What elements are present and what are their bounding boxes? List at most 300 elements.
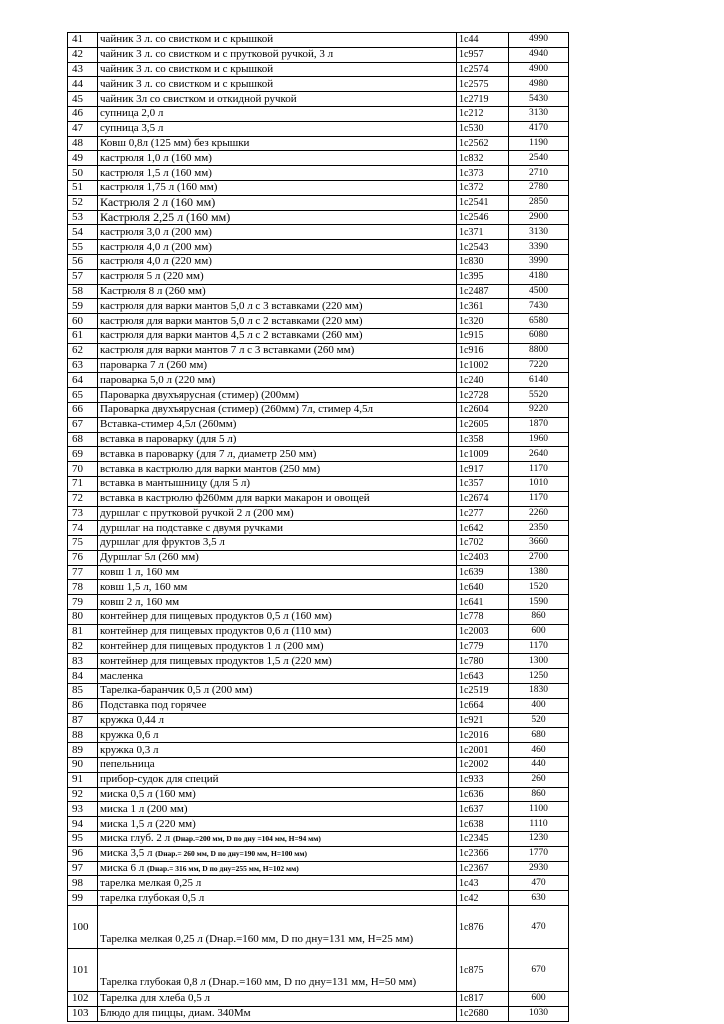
table-row [68, 92, 569, 107]
item-code: 1с2562 [457, 136, 509, 151]
item-code: 1с916 [457, 343, 509, 358]
item-name: Пароварка двухъярусная (стимер) (200мм) [98, 388, 457, 403]
item-code: 1с240 [457, 373, 509, 388]
item-price: 1170 [509, 491, 569, 506]
item-name: миска 1,5 л (220 мм) [98, 817, 457, 832]
row-number: 66 [68, 402, 98, 417]
item-name: Кастрюля 8 л (260 мм) [98, 284, 457, 299]
row-number: 94 [68, 817, 98, 832]
table-row [68, 491, 569, 506]
item-code: 1с702 [457, 536, 509, 551]
row-number: 61 [68, 328, 98, 343]
item-code: 1с830 [457, 254, 509, 269]
item-code: 1с2605 [457, 417, 509, 432]
row-number: 63 [68, 358, 98, 373]
item-name: ковш 1,5 л, 160 мм [98, 580, 457, 595]
item-code: 1с2403 [457, 550, 509, 565]
item-price: 1380 [509, 565, 569, 580]
item-price: 440 [509, 758, 569, 773]
item-name: Вставка-стимер 4,5л (260мм) [98, 417, 457, 432]
item-price: 1230 [509, 832, 569, 847]
row-number: 88 [68, 728, 98, 743]
item-code: 1с212 [457, 106, 509, 121]
item-name: кастрюля для варки мантов 5,0 л с 2 вставками (220 мм) [98, 314, 457, 329]
item-code: 1с778 [457, 610, 509, 625]
item-price: 400 [509, 698, 569, 713]
item-price: 4940 [509, 47, 569, 62]
item-name: Ковш 0,8л (125 мм) без крышки [98, 136, 457, 151]
item-price: 5520 [509, 388, 569, 403]
row-number: 92 [68, 787, 98, 802]
table-row [68, 684, 569, 699]
row-number: 69 [68, 447, 98, 462]
row-number: 79 [68, 595, 98, 610]
item-price: 1190 [509, 136, 569, 151]
item-name: масленка [98, 669, 457, 684]
item-price: 6580 [509, 314, 569, 329]
item-price: 470 [509, 906, 569, 949]
table-row [68, 669, 569, 684]
item-name: пароварка 7 л (260 мм) [98, 358, 457, 373]
item-dimensions: (Dнар.= 260 мм, D по дну=190 мм, H=100 мм) [155, 849, 307, 859]
item-code: 1с2574 [457, 62, 509, 77]
table-row [68, 432, 569, 447]
item-name: Тарелка для хлеба 0,5 л [98, 992, 457, 1007]
row-number: 96 [68, 846, 98, 861]
item-code: 1с373 [457, 166, 509, 181]
row-number: 91 [68, 772, 98, 787]
table-row [68, 269, 569, 284]
item-price: 8800 [509, 343, 569, 358]
item-code: 1с2519 [457, 684, 509, 699]
item-name: супница 2,0 л [98, 106, 457, 121]
item-price: 860 [509, 610, 569, 625]
item-code: 1с2674 [457, 491, 509, 506]
row-number: 70 [68, 462, 98, 477]
row-number: 48 [68, 136, 98, 151]
item-name: прибор-судок для специй [98, 772, 457, 787]
item-code: 1с957 [457, 47, 509, 62]
item-name: Кастрюля 2,25 л (160 мм) [98, 210, 457, 225]
row-number: 59 [68, 299, 98, 314]
item-code: 1с2543 [457, 240, 509, 255]
item-name: Подставка под горячее [98, 698, 457, 713]
item-code: 1с2604 [457, 402, 509, 417]
table-row [68, 536, 569, 551]
row-number: 82 [68, 639, 98, 654]
table-row [68, 728, 569, 743]
item-price: 1250 [509, 669, 569, 684]
item-code: 1с780 [457, 654, 509, 669]
item-name: ковш 2 л, 160 мм [98, 595, 457, 610]
table-row [68, 47, 569, 62]
item-code: 1с2680 [457, 1006, 509, 1021]
item-name: кастрюля для варки мантов 4,5 л с 2 вставками (260 мм) [98, 328, 457, 343]
item-price: 1300 [509, 654, 569, 669]
row-number: 78 [68, 580, 98, 595]
item-code: 1с357 [457, 476, 509, 491]
item-code: 1с640 [457, 580, 509, 595]
item-code: 1с1009 [457, 447, 509, 462]
item-name: кастрюля 1,75 л (160 мм) [98, 180, 457, 195]
table-row [68, 802, 569, 817]
row-number: 53 [68, 210, 98, 225]
item-code: 1с358 [457, 432, 509, 447]
item-name: дуршлаг на подставке с двумя ручками [98, 521, 457, 536]
item-price: 1830 [509, 684, 569, 699]
item-code: 1с42 [457, 891, 509, 906]
item-price: 1770 [509, 846, 569, 861]
table-row [68, 33, 569, 48]
table-row [68, 758, 569, 773]
table-row [68, 506, 569, 521]
item-name: пепельница [98, 758, 457, 773]
row-number: 62 [68, 343, 98, 358]
item-code: 1с642 [457, 521, 509, 536]
row-number: 85 [68, 684, 98, 699]
item-code: 1с530 [457, 121, 509, 136]
item-code: 1с875 [457, 949, 509, 992]
item-code: 1с2002 [457, 758, 509, 773]
item-code: 1с44 [457, 33, 509, 48]
table-row [68, 595, 569, 610]
item-name: контейнер для пищевых продуктов 0,6 л (110 мм) [98, 624, 457, 639]
item-price: 600 [509, 624, 569, 639]
table-row [68, 299, 569, 314]
item-code: 1с921 [457, 713, 509, 728]
row-number: 87 [68, 713, 98, 728]
item-price: 680 [509, 728, 569, 743]
table-row [68, 402, 569, 417]
item-name: дуршлаг для фруктов 3,5 л [98, 536, 457, 551]
table-row [68, 447, 569, 462]
row-number: 47 [68, 121, 98, 136]
item-code: 1с817 [457, 992, 509, 1007]
table-row [68, 906, 569, 949]
item-price: 1170 [509, 462, 569, 477]
item-price: 260 [509, 772, 569, 787]
item-code: 1с1002 [457, 358, 509, 373]
item-code: 1с361 [457, 299, 509, 314]
item-price: 600 [509, 992, 569, 1007]
item-name: Пароварка двухъярусная (стимер) (260мм) 7л, стимер 4,5л [98, 402, 457, 417]
item-code: 1с320 [457, 314, 509, 329]
item-code: 1с2003 [457, 624, 509, 639]
table-row [68, 77, 569, 92]
item-price: 2850 [509, 195, 569, 210]
row-number: 64 [68, 373, 98, 388]
item-price: 3390 [509, 240, 569, 255]
table-row [68, 624, 569, 639]
table-row [68, 698, 569, 713]
item-code: 1с43 [457, 876, 509, 891]
item-name: вставка в пароварку (для 7 л, диаметр 250 мм) [98, 447, 457, 462]
table-row [68, 328, 569, 343]
item-code: 1с915 [457, 328, 509, 343]
table-row [68, 521, 569, 536]
item-price: 3990 [509, 254, 569, 269]
item-price: 3660 [509, 536, 569, 551]
table-row [68, 180, 569, 195]
item-name-main: миска 3,5 л [100, 847, 156, 860]
item-code: 1с2575 [457, 77, 509, 92]
item-code: 1с2728 [457, 388, 509, 403]
item-price: 3130 [509, 106, 569, 121]
item-name: кастрюля 5 л (220 мм) [98, 269, 457, 284]
row-number: 57 [68, 269, 98, 284]
item-name: кастрюля 4,0 л (200 мм) [98, 240, 457, 255]
item-price: 4980 [509, 77, 569, 92]
item-name: тарелка глубокая 0,5 л [98, 891, 457, 906]
table-row [68, 462, 569, 477]
item-price: 9220 [509, 402, 569, 417]
row-number: 77 [68, 565, 98, 580]
table-row [68, 210, 569, 225]
item-price: 6080 [509, 328, 569, 343]
item-price: 4990 [509, 33, 569, 48]
table-row [68, 787, 569, 802]
table-row [68, 284, 569, 299]
table-row [68, 62, 569, 77]
item-code: 1с371 [457, 225, 509, 240]
item-code: 1с636 [457, 787, 509, 802]
item-code: 1с2541 [457, 195, 509, 210]
item-code: 1с643 [457, 669, 509, 684]
item-code: 1с664 [457, 698, 509, 713]
row-number: 43 [68, 62, 98, 77]
item-code: 1с876 [457, 906, 509, 949]
row-number: 67 [68, 417, 98, 432]
row-number: 101 [68, 949, 98, 992]
item-name: кастрюля 3,0 л (200 мм) [98, 225, 457, 240]
item-name: вставка в кастрюлю для варки мантов (250 мм) [98, 462, 457, 477]
item-name-main: миска 6 л [100, 862, 148, 875]
item-price: 1170 [509, 639, 569, 654]
table-row [68, 314, 569, 329]
item-name: дуршлаг с прутковой ручкой 2 л (200 мм) [98, 506, 457, 521]
item-price: 5430 [509, 92, 569, 107]
table-row [68, 550, 569, 565]
item-price: 4900 [509, 62, 569, 77]
row-number: 42 [68, 47, 98, 62]
item-price: 1960 [509, 432, 569, 447]
item-name: супница 3,5 л [98, 121, 457, 136]
item-name: контейнер для пищевых продуктов 1,5 л (220 мм) [98, 654, 457, 669]
item-price: 2640 [509, 447, 569, 462]
item-name: кружка 0,6 л [98, 728, 457, 743]
item-price: 1100 [509, 802, 569, 817]
table-row [68, 772, 569, 787]
item-name: кружка 0,3 л [98, 743, 457, 758]
table-row [68, 891, 569, 906]
row-number: 45 [68, 92, 98, 107]
table-row [68, 654, 569, 669]
row-number: 49 [68, 151, 98, 166]
item-price: 1590 [509, 595, 569, 610]
item-price: 1520 [509, 580, 569, 595]
item-name: чайник 3 л. со свистком и с крышкой [98, 62, 457, 77]
item-price: 7220 [509, 358, 569, 373]
item-code: 1с933 [457, 772, 509, 787]
table-row [68, 358, 569, 373]
item-code: 1с917 [457, 462, 509, 477]
item-code: 1с779 [457, 639, 509, 654]
item-price: 7430 [509, 299, 569, 314]
item-price: 520 [509, 713, 569, 728]
item-name: Тарелка-баранчик 0,5 л (200 мм) [98, 684, 457, 699]
item-price: 460 [509, 743, 569, 758]
table-row [68, 565, 569, 580]
item-price: 2710 [509, 166, 569, 181]
row-number: 51 [68, 180, 98, 195]
item-name: миска 0,5 л (160 мм) [98, 787, 457, 802]
item-code: 1с832 [457, 151, 509, 166]
item-name: кастрюля 1,0 л (160 мм) [98, 151, 457, 166]
table-row [68, 1006, 569, 1021]
item-code: 1с2719 [457, 92, 509, 107]
item-name: чайник 3 л. со свистком и с прутковой ручкой, 3 л [98, 47, 457, 62]
item-name: кружка 0,44 л [98, 713, 457, 728]
table-row [68, 610, 569, 625]
table-row [68, 876, 569, 891]
item-name: контейнер для пищевых продуктов 0,5 л (160 мм) [98, 610, 457, 625]
table-row [68, 846, 569, 861]
row-number: 68 [68, 432, 98, 447]
item-name [98, 832, 457, 847]
table-row [68, 580, 569, 595]
table-row [68, 417, 569, 432]
price-table-body [68, 33, 569, 1022]
row-number: 99 [68, 891, 98, 906]
item-name: кастрюля 4,0 л (220 мм) [98, 254, 457, 269]
item-code: 1с639 [457, 565, 509, 580]
item-code: 1с372 [457, 180, 509, 195]
item-price: 2350 [509, 521, 569, 536]
row-number: 81 [68, 624, 98, 639]
item-code: 1с638 [457, 817, 509, 832]
row-number: 50 [68, 166, 98, 181]
row-number: 72 [68, 491, 98, 506]
item-name: кастрюля 1,5 л (160 мм) [98, 166, 457, 181]
item-price: 630 [509, 891, 569, 906]
table-row [68, 254, 569, 269]
table-row [68, 388, 569, 403]
item-price: 4180 [509, 269, 569, 284]
table-row [68, 166, 569, 181]
table-row [68, 817, 569, 832]
item-code: 1с2366 [457, 846, 509, 861]
table-row [68, 992, 569, 1007]
row-number: 80 [68, 610, 98, 625]
item-code: 1с2546 [457, 210, 509, 225]
row-number: 71 [68, 476, 98, 491]
row-number: 60 [68, 314, 98, 329]
item-code: 1с637 [457, 802, 509, 817]
item-name: контейнер для пищевых продуктов 1 л (200 мм) [98, 639, 457, 654]
item-name: Кастрюля 2 л (160 мм) [98, 195, 457, 210]
item-name: чайник 3 л. со свистком и с крышкой [98, 33, 457, 48]
table-row [68, 195, 569, 210]
item-price: 2900 [509, 210, 569, 225]
row-number: 93 [68, 802, 98, 817]
item-dimensions: (Dнар.= 316 мм, D по дну=255 мм, H=102 мм) [147, 864, 299, 874]
row-number: 56 [68, 254, 98, 269]
row-number: 98 [68, 876, 98, 891]
table-row [68, 949, 569, 992]
row-number: 97 [68, 861, 98, 876]
row-number: 41 [68, 33, 98, 48]
item-price: 4170 [509, 121, 569, 136]
table-row [68, 743, 569, 758]
row-number: 100 [68, 906, 98, 949]
table-row [68, 476, 569, 491]
item-price: 670 [509, 949, 569, 992]
item-name: Дуршлаг 5л (260 мм) [98, 550, 457, 565]
item-code: 1с2487 [457, 284, 509, 299]
item-price: 2780 [509, 180, 569, 195]
item-price: 1870 [509, 417, 569, 432]
row-number: 44 [68, 77, 98, 92]
row-number: 55 [68, 240, 98, 255]
item-price: 2700 [509, 550, 569, 565]
item-name: вставка в мантышницу (для 5 л) [98, 476, 457, 491]
row-number: 86 [68, 698, 98, 713]
item-price: 6140 [509, 373, 569, 388]
row-number: 52 [68, 195, 98, 210]
table-row [68, 151, 569, 166]
item-price: 1010 [509, 476, 569, 491]
item-name: вставка в кастрюлю ф260мм для варки макарон и овощей [98, 491, 457, 506]
table-row [68, 225, 569, 240]
row-number: 46 [68, 106, 98, 121]
row-number: 58 [68, 284, 98, 299]
row-number: 76 [68, 550, 98, 565]
item-price: 4500 [509, 284, 569, 299]
item-price: 1030 [509, 1006, 569, 1021]
item-name: кастрюля для варки мантов 5,0 л с 3 вставками (220 мм) [98, 299, 457, 314]
item-name: кастрюля для варки мантов 7 л с 3 вставками (260 мм) [98, 343, 457, 358]
row-number: 95 [68, 832, 98, 847]
item-price: 2930 [509, 861, 569, 876]
row-number: 89 [68, 743, 98, 758]
table-row [68, 106, 569, 121]
row-number: 90 [68, 758, 98, 773]
item-name: миска 1 л (200 мм) [98, 802, 457, 817]
item-name: пароварка 5,0 л (220 мм) [98, 373, 457, 388]
row-number: 103 [68, 1006, 98, 1021]
item-name [98, 861, 457, 876]
item-name: тарелка мелкая 0,25 л [98, 876, 457, 891]
table-row [68, 861, 569, 876]
table-row [68, 136, 569, 151]
row-number: 65 [68, 388, 98, 403]
table-row [68, 121, 569, 136]
item-code: 1с2016 [457, 728, 509, 743]
item-price: 470 [509, 876, 569, 891]
row-number: 84 [68, 669, 98, 684]
item-name: ковш 1 л, 160 мм [98, 565, 457, 580]
table-row [68, 240, 569, 255]
table-row [68, 373, 569, 388]
item-name: Тарелка мелкая 0,25 л (Dнар.=160 мм, D по дну=131 мм, H=25 мм) [98, 906, 457, 949]
item-code: 1с2367 [457, 861, 509, 876]
item-price: 2260 [509, 506, 569, 521]
item-price: 2540 [509, 151, 569, 166]
item-name: чайник 3л со свистком и откидной ручкой [98, 92, 457, 107]
item-dimensions: (Dнар.=200 мм, D по дну =104 мм, H=94 мм) [172, 834, 321, 844]
item-name: чайник 3 л. со свистком и с крышкой [98, 77, 457, 92]
item-name: Тарелка глубокая 0,8 л (Dнар.=160 мм, D по дну=131 мм, H=50 мм) [98, 949, 457, 992]
